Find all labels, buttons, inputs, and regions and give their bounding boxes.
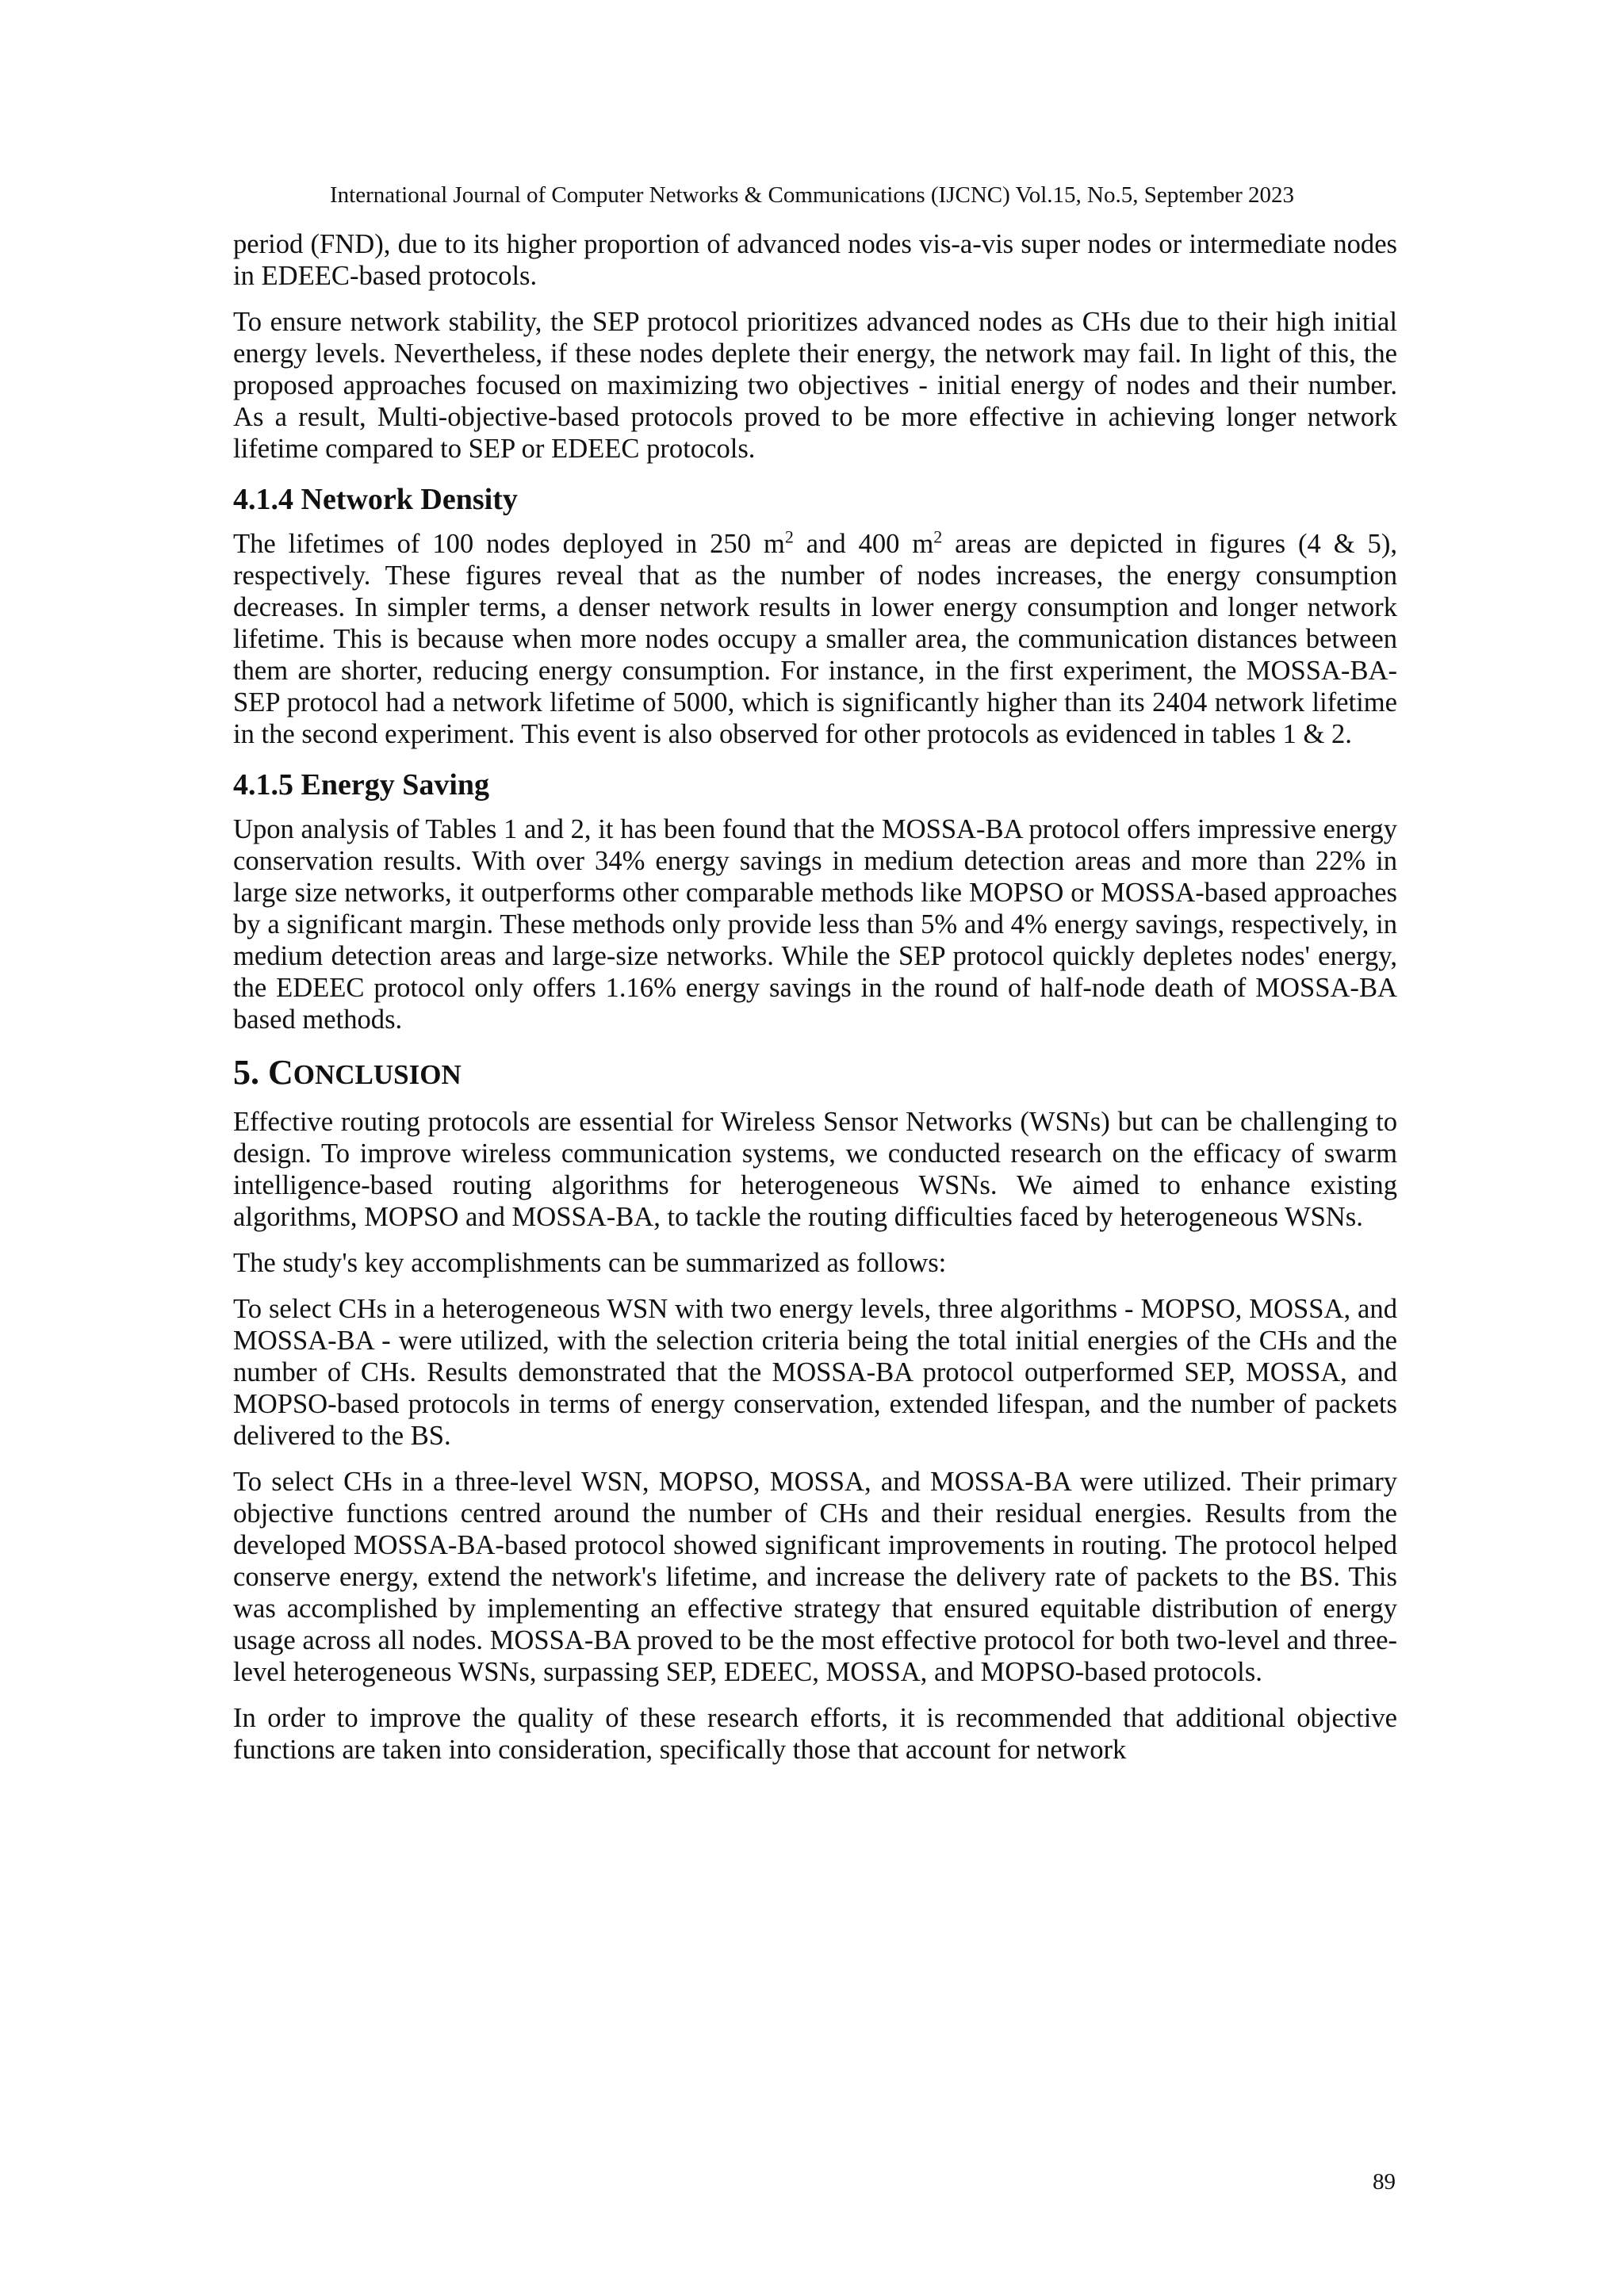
heading-conclusion (233, 1053, 1397, 1095)
paragraph-energy-saving: Upon analysis of Tables 1 and 2, it has been found that the MOSSA-BA protocol offers impressive energy conservation results. With over 34% energy savings in medium detection areas and more than 22% in large size networks, it outperforms other comparable methods like MOPSO or MOSSA-based approaches by a significant margin. These methods only provide less than 5% and 4% energy savings, respectively, in medium detection areas and large-size networks. While the SEP protocol quickly depletes nodes' energy, the EDEEC protocol only offers 1.16% energy savings in the round of half-node death of MOSSA-BA based methods. (233, 814, 1397, 1035)
paragraph-continuation: period (FND), due to its higher proportion of advanced nodes vis-a-vis super nodes or intermediate nodes in EDEEC-based protocols. (233, 229, 1397, 291)
paragraph-conclusion-intro: Effective routing protocols are essential for Wireless Sensor Networks (WSNs) but can be challenging to design. To improve wireless communication systems, we conducted research on the efficacy of swarm intelligence-based routing algorithms for heterogeneous WSNs. We aimed to enhance existing algorithms, MOPSO and MOSSA-BA, to tackle the routing difficulties faced by heterogeneous WSNs. (233, 1107, 1397, 1232)
heading-network-density: 4.1.4 Network Density (233, 483, 518, 516)
paragraph-two-level: To select CHs in a heterogeneous WSN with two energy levels, three algorithms - MOPSO, MOSSA, and MOSSA-BA - were utilized, with the selection criteria being the total initial energies of the CHs and the number of CHs. Results demonstrated that the MOSSA-BA protocol outperformed SEP, MOSSA, and MOPSO-based protocols in terms of energy conservation, extended lifespan, and the number of packets delivered to the BS. (233, 1294, 1397, 1451)
heading-initial: C (268, 1053, 293, 1092)
paragraph-three-level: To select CHs in a three-level WSN, MOPSO, MOSSA, and MOSSA-BA were utilized. Their primary objective functions centred around the number of CHs and their residual energies. Results from the developed MOSSA-BA-based protocol showed significant improvements in routing. The protocol helped conserve energy, extend the network's lifetime, and increase the delivery rate of packets to the BS. This was accomplished by implementing an effective strategy that ensured equitable distribution of energy usage across all nodes. MOSSA-BA proved to be the most effective protocol for both two-level and three-level heterogeneous WSNs, surpassing SEP, EDEEC, MOSSA, and MOPSO-based protocols. (233, 1467, 1397, 1687)
page-number: 89 (1373, 2169, 1396, 2195)
paragraph-accomplishments-lead: The study's key accomplishments can be summarized as follows: (233, 1248, 947, 1278)
heading-energy-saving: 4.1.5 Energy Saving (233, 768, 490, 802)
paragraph-future-work: In order to improve the quality of these research efforts, it is recommended that additional objective functions are taken into consideration, specifically those that account for network (233, 1703, 1397, 1765)
superscript: 2 (784, 526, 794, 547)
superscript: 2 (933, 526, 943, 547)
text-segment: areas are depicted in figures (4 & 5), respectively. These figures reveal that as the number of nodes increases, the energy consumption decreases. In simpler terms, a denser network results in lower energy consumption and longer network lifetime. This is because when more nodes occupy a smaller area, the communication distances between them are shorter, reducing energy consumption. For instance, in the first experiment, the MOSSA-BA-SEP protocol had a network lifetime of 5000, which is significantly higher than its 2404 network lifetime in the second experiment. This event is also observed for other protocols as evidenced in tables 1 & 2. (233, 529, 1397, 749)
paragraph-network-stability: To ensure network stability, the SEP protocol prioritizes advanced nodes as CHs due to their high initial energy levels. Nevertheless, if these nodes deplete their energy, the network may fail. In light of this, the proposed approaches focused on maximizing two objectives - initial energy of nodes and their number. As a result, Multi-objective-based protocols proved to be more effective in achieving longer network lifetime compared to SEP or EDEEC protocols. (233, 307, 1397, 464)
heading-small-caps: ONCLUSION (293, 1059, 462, 1090)
heading-number: 5. (233, 1053, 268, 1092)
text-segment: and 400 m (793, 529, 934, 559)
paragraph-network-density (233, 528, 1397, 750)
running-header: International Journal of Computer Networks & Communications (IJCNC) Vol.15, No.5, September 2023 (330, 182, 1294, 208)
text-segment: The lifetimes of 100 nodes deployed in 250 m (233, 529, 785, 559)
main-content (233, 228, 1397, 1780)
